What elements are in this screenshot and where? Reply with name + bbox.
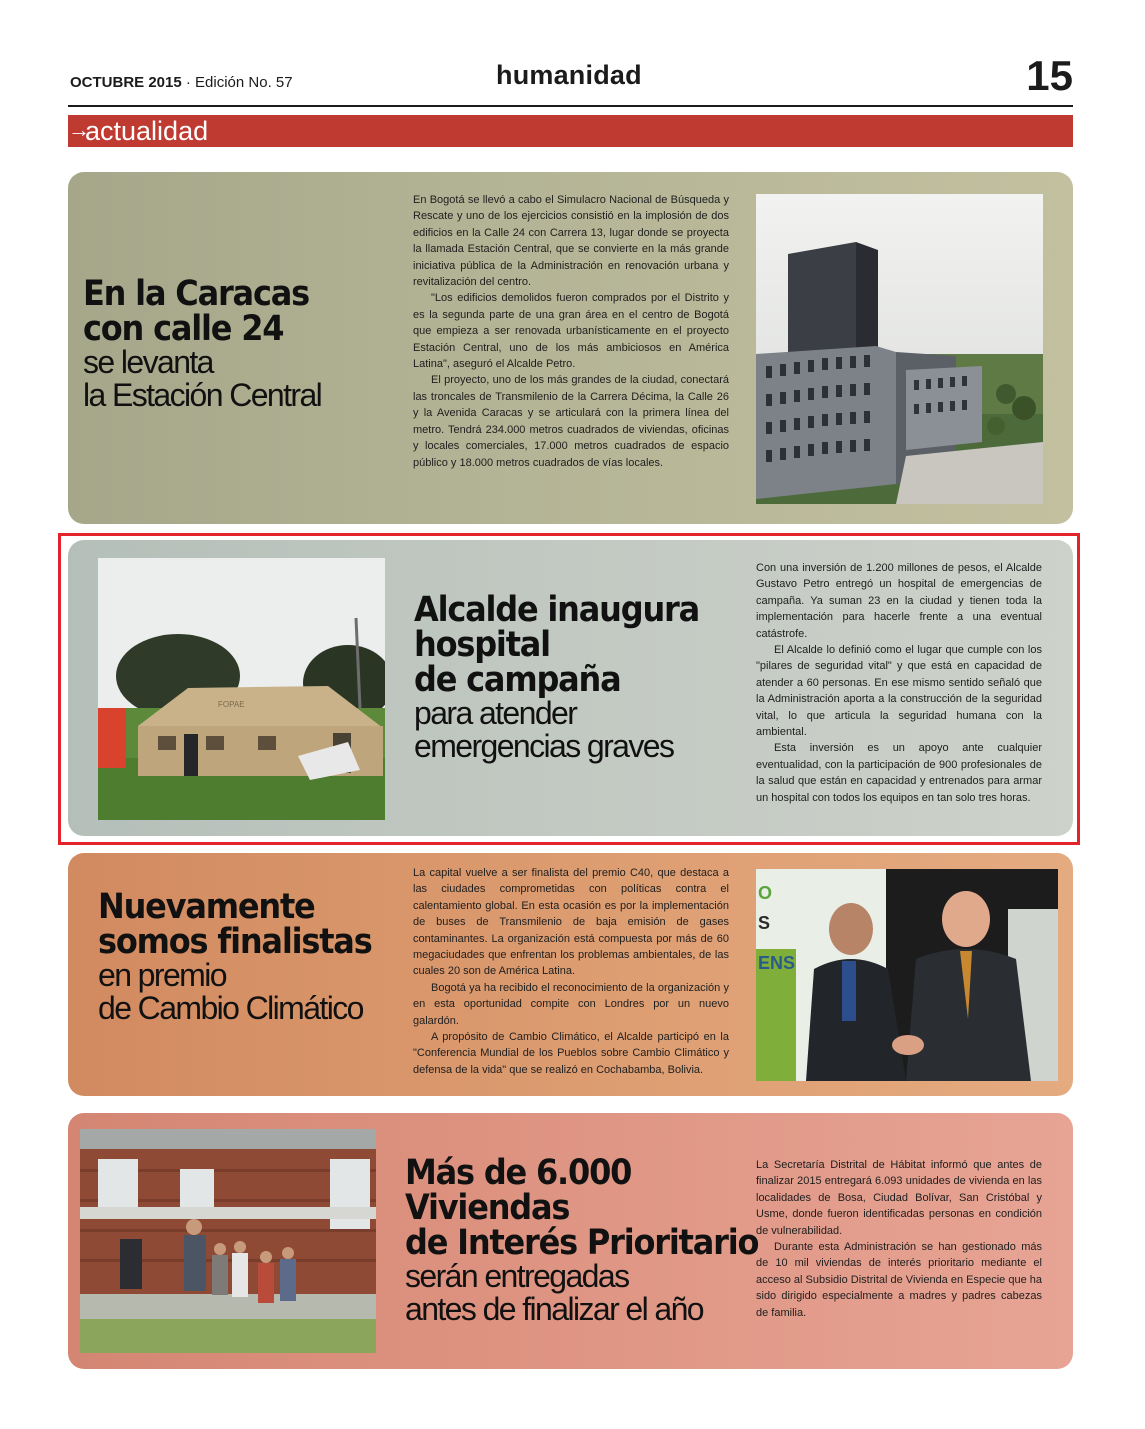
headline-bold-line: de Interés Prioritario bbox=[405, 1221, 759, 1263]
issue-date: OCTUBRE 2015 bbox=[70, 74, 182, 91]
article-card-premio-c40 bbox=[68, 853, 1073, 1096]
headline-bold-line: Alcalde inaugura bbox=[414, 588, 700, 630]
article-card-viviendas bbox=[68, 1113, 1073, 1369]
page-number: 15 bbox=[1026, 52, 1073, 99]
article-headline bbox=[83, 272, 322, 413]
headline-bold-line: somos finalistas bbox=[98, 920, 372, 962]
article-headline bbox=[414, 588, 700, 764]
headline-bold-line: Nuevamente bbox=[98, 885, 315, 927]
arrow-right-icon: → bbox=[68, 117, 90, 142]
section-title: humanidad bbox=[496, 60, 642, 90]
tent-sign-text: FOPAE bbox=[218, 700, 245, 709]
banner-text-fragment: O bbox=[758, 883, 773, 903]
article-headline bbox=[405, 1151, 759, 1327]
headline-light-line: antes de finalizar el año bbox=[405, 1291, 704, 1327]
headline-bold-line: Más de 6.000 bbox=[405, 1151, 632, 1193]
article-paragraph: La capital vuelve a ser finalista del premio C40, que destaca a las ciudades comprometidas con políticas contra el calentamiento global. En esta ocasión es por la implementación de buses de Transmilenio de baja emisión de gases contaminantes. La organización está compuesta por más de 60 megaciudades que enfrentan los problemas ambientales, de las cuales 20 son de América Latina. bbox=[413, 867, 729, 978]
article-paragraph: Con una inversión de 1.200 millones de pesos, el Alcalde Gustavo Petro entregó un hospital de emergencias de campaña. Ya suman 23 en la ciudad y tienen toda la implementación para hacerle frente a una eventual catástrofe. bbox=[756, 562, 1042, 640]
article-body bbox=[756, 1157, 1042, 1321]
headline-bold-line: con calle 24 bbox=[83, 307, 284, 349]
article-paragraph: El Alcalde lo definió como el lugar que cumple con los "pilares de seguridad vital" y que está en capacidad de atender a 60 personas. En ese mismo sentido señaló que la Administración aporta a la construcción de la seguridad vital, lo que articula la seguridad humana con la ambiental. bbox=[756, 644, 1042, 739]
banner-text-fragment: S bbox=[758, 913, 771, 933]
handshake-photo bbox=[756, 869, 1058, 1081]
headline-light-line: en premio bbox=[98, 957, 226, 993]
headline-light-line: para atender bbox=[414, 695, 577, 731]
headline-bold-line: Viviendas bbox=[405, 1186, 570, 1228]
headline-light-line: emergencias graves bbox=[414, 728, 674, 764]
article-headline bbox=[98, 885, 372, 1026]
banner-text-fragment: ENS bbox=[758, 953, 796, 973]
headline-light-line: la Estación Central bbox=[83, 377, 322, 413]
field-hospital-tent-photo bbox=[98, 558, 385, 820]
headline-light-line: se levanta bbox=[83, 344, 213, 380]
article-paragraph: Durante esta Administración se han gestionado más de 10 mil viviendas de interés prioritario mediante el acceso al Subsidio Distrital de Vivienda en Especie que ha sido dirigido especialmente a madres y padres cabezas de familia. bbox=[756, 1241, 1042, 1319]
housing-families-photo bbox=[80, 1129, 376, 1353]
edition-number: Edición No. 57 bbox=[195, 74, 293, 91]
headline-light-line: de Cambio Climático bbox=[98, 990, 363, 1026]
article-card-hospital-campana bbox=[68, 540, 1073, 836]
headline-bold-line: hospital bbox=[414, 623, 550, 665]
headline-bold-line: de campaña bbox=[414, 658, 621, 700]
page-header bbox=[68, 52, 1073, 107]
section-bar-label: actualidad bbox=[85, 116, 209, 146]
headline-light-line: serán entregadas bbox=[405, 1258, 629, 1294]
article-paragraph: A propósito de Cambio Climático, el Alcalde participó en la "Conferencia Mundial de los Pueblos sobre Cambio Climático y defensa de la vida" que se realizó en Cochabamba, Bolivia. bbox=[413, 1031, 729, 1076]
article-body bbox=[413, 865, 729, 1078]
article-paragraph: El proyecto, uno de los más grandes de la ciudad, conectará las troncales de Transmilenio de la Carrera Décima, la Calle 26 y la Avenida Caracas y se articulará con la primera línea del metro. Tendrá 234.000 metros cuadrados de viviendas, oficinas y locales comerciales, 17.000 metros cuadrados de espacio público y 18.000 metros cuadrados de vías locales. bbox=[413, 374, 729, 469]
headline-bold-line: En la Caracas bbox=[83, 272, 309, 314]
header-rule bbox=[68, 105, 1073, 107]
article-paragraph: Esta inversión es un apoyo ante cualquier eventualidad, con la participación de 900 profesionales de la salud que están en capacidad y entrenados para armar un hospital con todos los equipos en tan solo tres horas. bbox=[756, 742, 1042, 804]
article-paragraph: La Secretaría Distrital de Hábitat informó que antes de finalizar 2015 entregará 6.093 unidades de vivienda en las localidades de Bosa, Ciudad Bolívar, San Cristóbal y Usme, donde fueron identificadas personas en condición de vulnerabilidad. bbox=[756, 1159, 1042, 1237]
article-card-estacion-central bbox=[68, 172, 1073, 524]
article-body bbox=[413, 192, 729, 471]
issue-date-line bbox=[70, 74, 293, 91]
date-separator: · bbox=[185, 74, 191, 91]
article-body bbox=[756, 560, 1042, 806]
article-paragraph: En Bogotá se llevó a cabo el Simulacro Nacional de Búsqueda y Rescate y uno de los ejercicios consistió en la implosión de dos edificios en la Calle 24 con Carrera 13, lugar donde se proyecta la llamada Estación Central, que se convierte en la más grande iniciativa pública de la Administración en renovación urbana y revitalización del centro. bbox=[413, 194, 729, 289]
article-paragraph: "Los edificios demolidos fueron comprados por el Distrito y es la segunda parte de una gran área en el centro de Bogotá que empieza a ser renovada urbanísticamente en el proyecto Estación Central, uno de los más ambiciosos en América Latina", aseguró el Alcalde Petro. bbox=[413, 292, 729, 371]
building-rendering-photo bbox=[756, 194, 1043, 504]
article-paragraph: Bogotá ya ha recibido el reconocimiento de la organización y en esta oportunidad compite con Londres por un nuevo galardón. bbox=[413, 981, 729, 1027]
section-bar bbox=[68, 115, 1073, 147]
